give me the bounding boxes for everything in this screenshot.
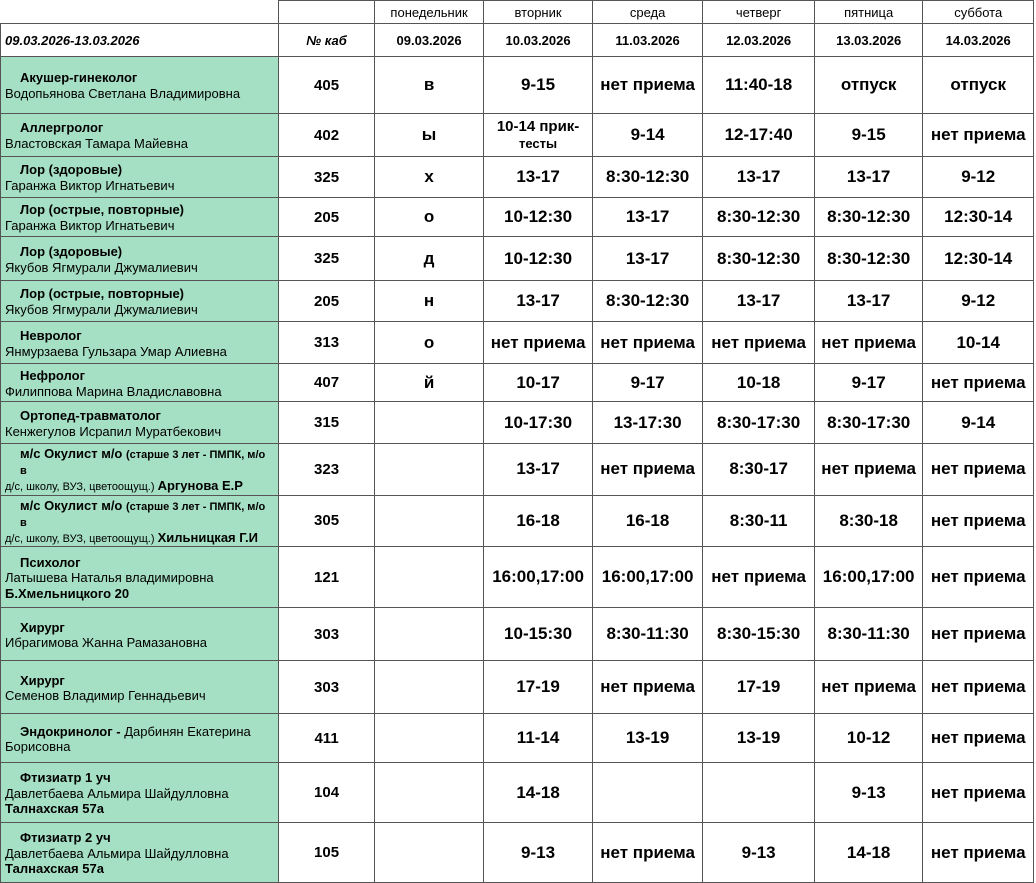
table-row [1, 114, 1034, 157]
doctor-name: Якубов Ягмурали Джумалиевич [5, 302, 198, 317]
table-row [1, 198, 1034, 237]
tuesday-cell: 13-17 [484, 157, 593, 198]
room-number: 411 [279, 714, 374, 763]
doctor-name: Гаранжа Виктор Игнатьевич [5, 178, 175, 193]
specialty: м/с Окулист м/о [20, 446, 123, 461]
tuesday-cell: 9-13 [484, 823, 593, 883]
monday-cell: о [374, 322, 484, 364]
specialty-note: (старше 3 лет - ПМПК, м/о в [20, 449, 266, 478]
table-row [1, 57, 1034, 114]
table-row [1, 547, 1034, 608]
saturday-cell: нет приема [923, 444, 1034, 496]
table-row [1, 157, 1034, 198]
table-row [1, 281, 1034, 322]
thursday-cell: нет приема [703, 322, 815, 364]
thursday-cell: 8:30-15:30 [703, 608, 815, 661]
doctor-name: Гаранжа Виктор Игнатьевич [5, 218, 175, 233]
wednesday-cell: нет приема [592, 823, 703, 883]
specialty-note: (старше 3 лет - ПМПК, м/о в [20, 500, 266, 529]
table-row [1, 661, 1034, 714]
doctor-cell [1, 823, 279, 883]
header-blank-cell [1, 1, 279, 24]
room-number: 315 [279, 402, 374, 444]
room-number: 323 [279, 444, 374, 496]
wednesday-cell: 9-14 [592, 114, 703, 157]
monday-cell: д [374, 237, 484, 281]
weekday-thursday: четверг [703, 1, 815, 24]
saturday-cell: 9-12 [923, 157, 1034, 198]
specialty: Психолог [20, 554, 81, 570]
tuesday-cell: 13-17 [484, 444, 593, 496]
specialty: Лор (острые, повторные) [20, 202, 185, 218]
date-monday: 09.03.2026 [374, 24, 484, 57]
thursday-cell: 17-19 [703, 661, 815, 714]
doctor-name: Филиппова Марина Владиславовна [5, 383, 222, 399]
wednesday-cell: 8:30-12:30 [592, 157, 703, 198]
friday-cell: отпуск [814, 57, 923, 114]
table-row [1, 495, 1034, 547]
doctor-cell [1, 763, 279, 823]
date-thursday: 12.03.2026 [703, 24, 815, 57]
monday-cell [374, 608, 484, 661]
saturday-cell: нет приема [923, 823, 1034, 883]
saturday-cell: нет приема [923, 495, 1034, 547]
wednesday-cell: 16-18 [592, 495, 703, 547]
header-kab-blank [279, 1, 374, 24]
doctor-cell [1, 547, 279, 608]
doctor-cell [1, 57, 279, 114]
wednesday-cell: 8:30-11:30 [592, 608, 703, 661]
table-row [1, 444, 1034, 496]
monday-cell [374, 444, 484, 496]
wednesday-cell: нет приема [592, 322, 703, 364]
monday-cell [374, 547, 484, 608]
specialty: Аллергролог [20, 120, 104, 136]
doctor-cell [1, 114, 279, 157]
friday-cell: 8:30-18 [814, 495, 923, 547]
room-number: 325 [279, 157, 374, 198]
table-row [1, 714, 1034, 763]
doctor-cell [1, 402, 279, 444]
doctor-cell [1, 608, 279, 661]
doctor-cell [1, 495, 279, 547]
specialty: Эндокринолог - [20, 723, 121, 739]
kab-label: № каб [279, 24, 374, 57]
saturday-cell: нет приема [923, 763, 1034, 823]
doctor-name: Давлетбаева Альмира Шайдулловна [5, 785, 229, 801]
saturday-cell: 12:30-14 [923, 237, 1034, 281]
tuesday-cell: 10-12:30 [484, 237, 593, 281]
friday-cell: 9-13 [814, 763, 923, 823]
monday-cell [374, 402, 484, 444]
room-number: 105 [279, 823, 374, 883]
specialty: Фтизиатр 1 уч [20, 770, 111, 786]
room-number: 121 [279, 547, 374, 608]
tuesday-note: тесты [519, 136, 558, 152]
thursday-cell [703, 763, 815, 823]
doctor-name: д/с, школу, ВУЗ, цветоощущ.) [5, 481, 155, 494]
weekday-wednesday: среда [592, 1, 703, 24]
saturday-cell: нет приема [923, 364, 1034, 402]
saturday-cell: 9-12 [923, 281, 1034, 322]
specialty: Хирург [20, 672, 65, 688]
doctor-name: Водопьянова Светлана Владимировна [5, 86, 241, 101]
saturday-cell: 9-14 [923, 402, 1034, 444]
friday-cell: 14-18 [814, 823, 923, 883]
tuesday-cell: 10-15:30 [484, 608, 593, 661]
monday-cell: о [374, 198, 484, 237]
specialty: Хирург [20, 619, 65, 635]
friday-cell: нет приема [814, 322, 923, 364]
tuesday-cell: нет приема [484, 322, 593, 364]
tuesday-hours: 10-14 прик- [496, 117, 580, 135]
tuesday-cell: 9-15 [484, 57, 593, 114]
thursday-cell: 8:30-17 [703, 444, 815, 496]
doctor-name: Властовская Тамара Майевна [5, 136, 188, 151]
room-number: 305 [279, 495, 374, 547]
friday-cell: 8:30-12:30 [814, 237, 923, 281]
doctor-name-bold: Хильницкая Г.И [157, 529, 258, 545]
room-number: 303 [279, 608, 374, 661]
doctor-cell [1, 714, 279, 763]
tuesday-cell: 17-19 [484, 661, 593, 714]
address: Б.Хмельницкого 20 [5, 585, 130, 601]
thursday-cell: 13-17 [703, 157, 815, 198]
friday-cell: 13-17 [814, 157, 923, 198]
doctor-name: Якубов Ягмурали Джумалиевич [5, 259, 198, 275]
thursday-cell: нет приема [703, 547, 815, 608]
wednesday-cell: 9-17 [592, 364, 703, 402]
thursday-cell: 11:40-18 [703, 57, 815, 114]
monday-cell [374, 495, 484, 547]
doctor-name-cont: Борисовна [5, 739, 71, 755]
monday-cell: ы [374, 114, 484, 157]
thursday-cell: 8:30-12:30 [703, 198, 815, 237]
monday-cell: х [374, 157, 484, 198]
monday-cell: н [374, 281, 484, 322]
tuesday-cell: 13-17 [484, 281, 593, 322]
wednesday-cell: 13-17 [592, 198, 703, 237]
friday-cell: 8:30-11:30 [814, 608, 923, 661]
doctor-name: Давлетбаева Альмира Шайдулловна [5, 845, 229, 861]
friday-cell: 16:00,17:00 [814, 547, 923, 608]
specialty: Лор (здоровые) [20, 162, 123, 178]
friday-cell: 13-17 [814, 281, 923, 322]
room-number: 303 [279, 661, 374, 714]
saturday-cell: нет приема [923, 608, 1034, 661]
table-row [1, 823, 1034, 883]
doctor-cell [1, 198, 279, 237]
date-tuesday: 10.03.2026 [484, 24, 593, 57]
doctor-cell [1, 237, 279, 281]
tuesday-cell: 16-18 [484, 495, 593, 547]
doctor-name: Латышева Наталья владимировна [5, 570, 214, 586]
saturday-cell: 10-14 [923, 322, 1034, 364]
table-row [1, 608, 1034, 661]
date-header-row [1, 24, 1034, 57]
weekday-tuesday: вторник [484, 1, 593, 24]
thursday-cell: 13-19 [703, 714, 815, 763]
tuesday-cell: 14-18 [484, 763, 593, 823]
room-number: 313 [279, 322, 374, 364]
room-number: 104 [279, 763, 374, 823]
weekday-saturday: суббота [923, 1, 1034, 24]
doctor-name: Семенов Владимир Геннадьевич [5, 688, 206, 704]
table-row [1, 763, 1034, 823]
thursday-cell: 10-18 [703, 364, 815, 402]
room-number: 205 [279, 198, 374, 237]
wednesday-cell: 13-17:30 [592, 402, 703, 444]
room-number: 405 [279, 57, 374, 114]
wednesday-cell: 13-19 [592, 714, 703, 763]
room-number: 402 [279, 114, 374, 157]
doctor-name-bold: Аргунова Е.Р [157, 478, 243, 494]
friday-cell: 8:30-12:30 [814, 198, 923, 237]
monday-cell [374, 714, 484, 763]
address: Талнахская 57а [5, 861, 104, 877]
wednesday-cell: нет приема [592, 661, 703, 714]
room-number: 325 [279, 237, 374, 281]
saturday-cell: нет приема [923, 114, 1034, 157]
doctor-cell [1, 322, 279, 364]
date-wednesday: 11.03.2026 [592, 24, 703, 57]
table-row [1, 322, 1034, 364]
doctor-name: Янмурзаева Гульзара Умар Алиевна [5, 343, 227, 359]
doctor-cell [1, 364, 279, 402]
tuesday-cell [484, 114, 593, 157]
specialty: Фтизиатр 2 уч [20, 830, 111, 846]
saturday-cell: нет приема [923, 661, 1034, 714]
tuesday-cell: 10-17 [484, 364, 593, 402]
friday-cell: нет приема [814, 444, 923, 496]
wednesday-cell [592, 763, 703, 823]
address: Талнахская 57а [5, 801, 104, 817]
monday-cell: в [374, 57, 484, 114]
thursday-cell: 8:30-17:30 [703, 402, 815, 444]
saturday-cell: нет приема [923, 547, 1034, 608]
doctor-cell [1, 157, 279, 198]
doctor-name: Ибрагимова Жанна Рамазановна [5, 635, 208, 651]
wednesday-cell: 16:00,17:00 [592, 547, 703, 608]
doctor-cell [1, 661, 279, 714]
specialty: Нефролог [20, 367, 85, 383]
thursday-cell: 9-13 [703, 823, 815, 883]
tuesday-cell: 10-12:30 [484, 198, 593, 237]
monday-cell [374, 823, 484, 883]
friday-cell: 9-15 [814, 114, 923, 157]
wednesday-cell: нет приема [592, 444, 703, 496]
saturday-cell: 12:30-14 [923, 198, 1034, 237]
wednesday-cell: 8:30-12:30 [592, 281, 703, 322]
specialty: м/с Окулист м/о [20, 497, 123, 513]
doctor-name: д/с, школу, ВУЗ, цветоощущ.) [5, 532, 155, 545]
specialty: Невролог [20, 327, 82, 343]
tuesday-cell: 11-14 [484, 714, 593, 763]
room-number: 205 [279, 281, 374, 322]
weekday-monday: понедельник [374, 1, 484, 24]
thursday-cell: 8:30-12:30 [703, 237, 815, 281]
tuesday-cell: 10-17:30 [484, 402, 593, 444]
friday-cell: 8:30-17:30 [814, 402, 923, 444]
thursday-cell: 8:30-11 [703, 495, 815, 547]
thursday-cell: 12-17:40 [703, 114, 815, 157]
monday-cell: й [374, 364, 484, 402]
table-row [1, 402, 1034, 444]
doctor-cell [1, 281, 279, 322]
specialty: Ортопед-травматолог [20, 407, 161, 423]
table-row [1, 237, 1034, 281]
doctor-name: Дарбинян Екатерина [124, 723, 251, 739]
specialty: Лор (здоровые) [20, 243, 123, 259]
wednesday-cell: нет приема [592, 57, 703, 114]
monday-cell [374, 763, 484, 823]
friday-cell: 9-17 [814, 364, 923, 402]
monday-cell [374, 661, 484, 714]
tuesday-cell: 16:00,17:00 [484, 547, 593, 608]
weekday-friday: пятница [814, 1, 923, 24]
thursday-cell: 13-17 [703, 281, 815, 322]
date-range-title: 09.03.2026-13.03.2026 [1, 24, 279, 57]
saturday-cell: отпуск [923, 57, 1034, 114]
saturday-cell: нет приема [923, 714, 1034, 763]
doctor-cell [1, 444, 279, 496]
friday-cell: 10-12 [814, 714, 923, 763]
wednesday-cell: 13-17 [592, 237, 703, 281]
room-number: 407 [279, 364, 374, 402]
specialty: Лор (острые, повторные) [20, 286, 185, 302]
table-row [1, 364, 1034, 402]
date-saturday: 14.03.2026 [923, 24, 1034, 57]
specialty: Акушер-гинеколог [20, 70, 138, 86]
doctor-name: Кенжегулов Исрапил Муратбекович [5, 423, 222, 439]
weekday-header-row [1, 1, 1034, 24]
date-friday: 13.03.2026 [814, 24, 923, 57]
friday-cell: нет приема [814, 661, 923, 714]
